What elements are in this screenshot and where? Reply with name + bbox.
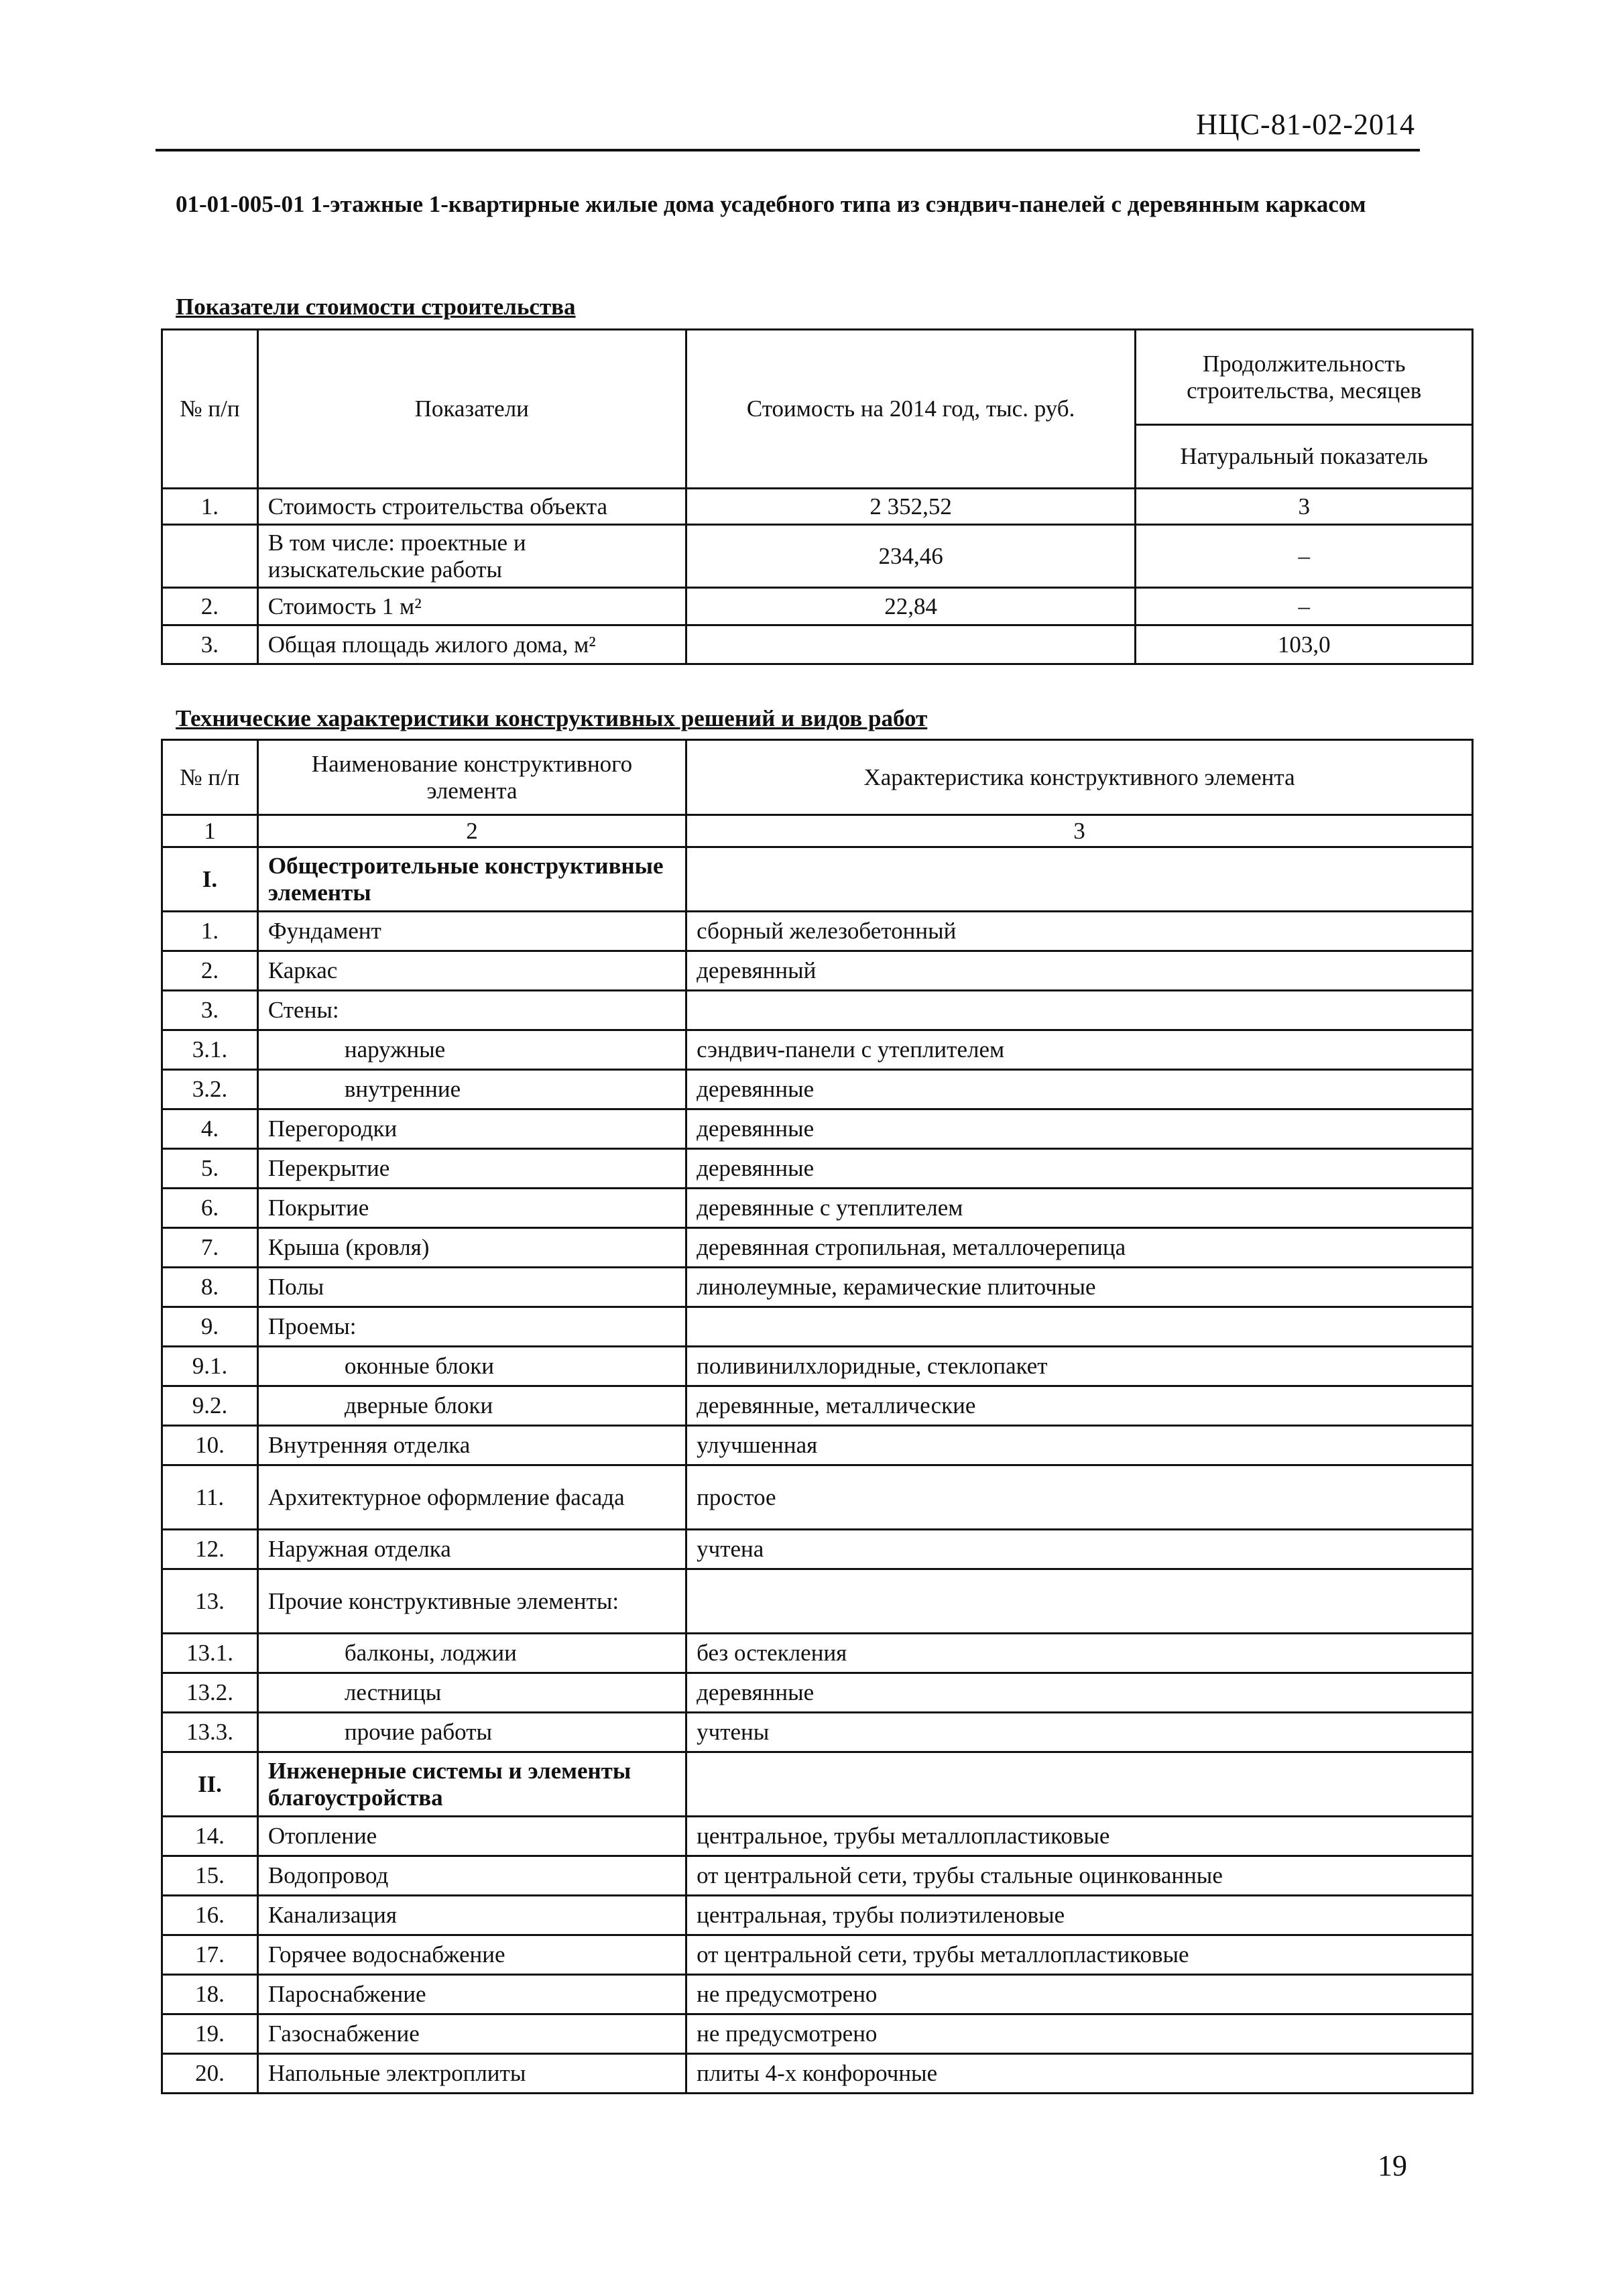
cost-row-value: 2 352,52 xyxy=(686,489,1136,525)
cost-row-value: 234,46 xyxy=(686,525,1136,588)
element-name: прочие работы xyxy=(257,1713,686,1752)
tech-table xyxy=(161,739,1474,2094)
element-name: лестницы xyxy=(257,1673,686,1713)
cost-header-num: № п/п xyxy=(162,330,258,489)
cost-row-name: Стоимость 1 м² xyxy=(257,588,686,625)
element-name: Стены: xyxy=(257,991,686,1030)
element-row xyxy=(162,1149,1473,1189)
element-characteristic: деревянные, металлические xyxy=(686,1386,1473,1426)
cost-row xyxy=(162,588,1473,625)
element-row xyxy=(162,1975,1473,2014)
element-name: Архитектурное оформление фасада xyxy=(257,1465,686,1530)
element-characteristic: сэндвич-панели с утеплителем xyxy=(686,1030,1473,1070)
element-row xyxy=(162,1228,1473,1268)
section-row xyxy=(162,847,1473,912)
element-row xyxy=(162,1070,1473,1109)
element-characteristic: линолеумные, керамические плиточные xyxy=(686,1268,1473,1307)
element-characteristic xyxy=(686,1569,1473,1634)
element-num: 14. xyxy=(162,1817,258,1856)
cost-row xyxy=(162,489,1473,525)
element-characteristic: сборный железобетонный xyxy=(686,912,1473,951)
element-characteristic: поливинилхлоридные, стеклопакет xyxy=(686,1347,1473,1386)
element-num: 15. xyxy=(162,1856,258,1896)
element-name: Общестроительные конструктивные элементы xyxy=(257,847,686,912)
element-name: Крыша (кровля) xyxy=(257,1228,686,1268)
element-num: 13.1. xyxy=(162,1634,258,1673)
element-characteristic xyxy=(686,847,1473,912)
element-name: Внутренняя отделка xyxy=(257,1426,686,1465)
element-name: Каркас xyxy=(257,951,686,991)
element-row xyxy=(162,1713,1473,1752)
element-characteristic: учтена xyxy=(686,1530,1473,1569)
element-num: 5. xyxy=(162,1149,258,1189)
element-name: Горячее водоснабжение xyxy=(257,1935,686,1975)
element-num: 9.1. xyxy=(162,1347,258,1386)
section-row xyxy=(162,1752,1473,1817)
element-name: Пароснабжение xyxy=(257,1975,686,2014)
element-characteristic: центральное, трубы металлопластиковые xyxy=(686,1817,1473,1856)
cost-row-value xyxy=(686,625,1136,664)
cost-table xyxy=(161,328,1474,665)
element-num: 13.2. xyxy=(162,1673,258,1713)
column-number: 2 xyxy=(257,815,686,847)
element-characteristic: деревянные xyxy=(686,1070,1473,1109)
element-row xyxy=(162,1465,1473,1530)
element-characteristic: от центральной сети, трубы стальные оцинкованные xyxy=(686,1856,1473,1896)
document-code: НЦС-81-02-2014 xyxy=(1196,108,1415,141)
element-name: Инженерные системы и элементы благоустройства xyxy=(257,1752,686,1817)
element-name: Канализация xyxy=(257,1896,686,1935)
element-num: 1. xyxy=(162,912,258,951)
cost-row-duration: – xyxy=(1136,525,1473,588)
element-characteristic: деревянные xyxy=(686,1109,1473,1149)
element-row xyxy=(162,1030,1473,1070)
element-row xyxy=(162,1817,1473,1856)
cost-row-name: Стоимость строительства объекта xyxy=(257,489,686,525)
element-characteristic: не предусмотрено xyxy=(686,2014,1473,2054)
element-row xyxy=(162,1530,1473,1569)
element-num: 13.3. xyxy=(162,1713,258,1752)
element-name: Покрытие xyxy=(257,1189,686,1228)
element-row xyxy=(162,1634,1473,1673)
element-row xyxy=(162,1307,1473,1347)
element-row xyxy=(162,951,1473,991)
element-row xyxy=(162,912,1473,951)
element-row xyxy=(162,1426,1473,1465)
element-name: Отопление xyxy=(257,1817,686,1856)
cost-row-num: 3. xyxy=(162,625,258,664)
element-row xyxy=(162,991,1473,1030)
element-characteristic xyxy=(686,1307,1473,1347)
element-row xyxy=(162,1569,1473,1634)
column-number: 1 xyxy=(162,815,258,847)
element-characteristic: деревянные с утеплителем xyxy=(686,1189,1473,1228)
cost-row-duration: – xyxy=(1136,588,1473,625)
element-row xyxy=(162,1856,1473,1896)
element-characteristic: деревянные xyxy=(686,1149,1473,1189)
element-num: 13. xyxy=(162,1569,258,1634)
tech-header-row xyxy=(162,740,1473,815)
element-row xyxy=(162,1896,1473,1935)
element-characteristic: простое xyxy=(686,1465,1473,1530)
element-num: 16. xyxy=(162,1896,258,1935)
element-name: дверные блоки xyxy=(257,1386,686,1426)
element-row xyxy=(162,1347,1473,1386)
element-name: Прочие конструктивные элементы: xyxy=(257,1569,686,1634)
element-row xyxy=(162,2054,1473,2094)
element-characteristic: деревянная стропильная, металлочерепица xyxy=(686,1228,1473,1268)
column-number: 3 xyxy=(686,815,1473,847)
element-name: Газоснабжение xyxy=(257,2014,686,2054)
tech-header-num: № п/п xyxy=(162,740,258,815)
element-name: внутренние xyxy=(257,1070,686,1109)
element-characteristic: деревянный xyxy=(686,951,1473,991)
element-characteristic: учтены xyxy=(686,1713,1473,1752)
element-name: Перекрытие xyxy=(257,1149,686,1189)
element-num: 17. xyxy=(162,1935,258,1975)
element-num: 19. xyxy=(162,2014,258,2054)
tech-section-heading: Технические характеристики конструктивных решений и видов работ xyxy=(176,705,928,731)
element-row xyxy=(162,1935,1473,1975)
element-row xyxy=(162,1189,1473,1228)
tech-table-body xyxy=(162,847,1473,2094)
element-num: 6. xyxy=(162,1189,258,1228)
element-num: 18. xyxy=(162,1975,258,2014)
element-characteristic: деревянные xyxy=(686,1673,1473,1713)
element-row xyxy=(162,1109,1473,1149)
element-row xyxy=(162,1268,1473,1307)
page-number: 19 xyxy=(1378,2149,1407,2182)
element-num: I. xyxy=(162,847,258,912)
element-num: 8. xyxy=(162,1268,258,1307)
element-num: 9. xyxy=(162,1307,258,1347)
element-name: Фундамент xyxy=(257,912,686,951)
element-row xyxy=(162,1386,1473,1426)
element-num: 12. xyxy=(162,1530,258,1569)
element-num: 4. xyxy=(162,1109,258,1149)
cost-row-duration: 103,0 xyxy=(1136,625,1473,664)
cost-header-natural: Натуральный показатель xyxy=(1136,425,1473,489)
tech-header-characteristic: Характеристика конструктивного элемента xyxy=(686,740,1473,815)
element-name: наружные xyxy=(257,1030,686,1070)
element-num: 9.2. xyxy=(162,1386,258,1426)
element-characteristic xyxy=(686,1752,1473,1817)
element-name: Перегородки xyxy=(257,1109,686,1149)
document-title: 01-01-005-01 1-этажные 1-квартирные жилые дома усадебного типа из сэндвич-панелей с деревянным каркасом xyxy=(176,191,1366,217)
element-characteristic: от центральной сети, трубы металлопластиковые xyxy=(686,1935,1473,1975)
element-num: 2. xyxy=(162,951,258,991)
element-characteristic: центральная, трубы полиэтиленовые xyxy=(686,1896,1473,1935)
element-num: 10. xyxy=(162,1426,258,1465)
element-characteristic: плиты 4-х конфорочные xyxy=(686,2054,1473,2094)
cost-header-indicator: Показатели xyxy=(257,330,686,489)
cost-row-duration: 3 xyxy=(1136,489,1473,525)
cost-header-cost: Стоимость на 2014 год, тыс. руб. xyxy=(686,330,1136,489)
tech-header-name: Наименование конструктивного элемента xyxy=(257,740,686,815)
element-characteristic: не предусмотрено xyxy=(686,1975,1473,2014)
cost-row-num: 2. xyxy=(162,588,258,625)
element-row xyxy=(162,1673,1473,1713)
cost-row-num xyxy=(162,525,258,588)
cost-row xyxy=(162,625,1473,664)
element-name: Полы xyxy=(257,1268,686,1307)
element-num: 7. xyxy=(162,1228,258,1268)
element-name: Напольные электроплиты xyxy=(257,2054,686,2094)
element-characteristic: без остекления xyxy=(686,1634,1473,1673)
element-row xyxy=(162,2014,1473,2054)
element-num: 3. xyxy=(162,991,258,1030)
cost-row-value: 22,84 xyxy=(686,588,1136,625)
tech-column-numbers-row xyxy=(162,815,1473,847)
cost-row xyxy=(162,525,1473,588)
element-name: Водопровод xyxy=(257,1856,686,1896)
header-rule xyxy=(156,149,1420,152)
cost-header-duration: Продолжительность строительства, месяцев xyxy=(1136,330,1473,425)
element-num: 3.2. xyxy=(162,1070,258,1109)
element-num: 11. xyxy=(162,1465,258,1530)
cost-row-num: 1. xyxy=(162,489,258,525)
element-name: Наружная отделка xyxy=(257,1530,686,1569)
element-name: оконные блоки xyxy=(257,1347,686,1386)
cost-row-name: Общая площадь жилого дома, м² xyxy=(257,625,686,664)
element-name: Проемы: xyxy=(257,1307,686,1347)
cost-section-heading: Показатели стоимости строительства xyxy=(176,294,576,320)
element-name: балконы, лоджии xyxy=(257,1634,686,1673)
element-num: 20. xyxy=(162,2054,258,2094)
element-characteristic xyxy=(686,991,1473,1030)
element-characteristic: улучшенная xyxy=(686,1426,1473,1465)
cost-table-body xyxy=(162,489,1473,664)
element-num: 3.1. xyxy=(162,1030,258,1070)
element-num: II. xyxy=(162,1752,258,1817)
cost-row-name: В том числе: проектные и изыскательские работы xyxy=(257,525,686,588)
cost-header-row xyxy=(162,330,1473,425)
